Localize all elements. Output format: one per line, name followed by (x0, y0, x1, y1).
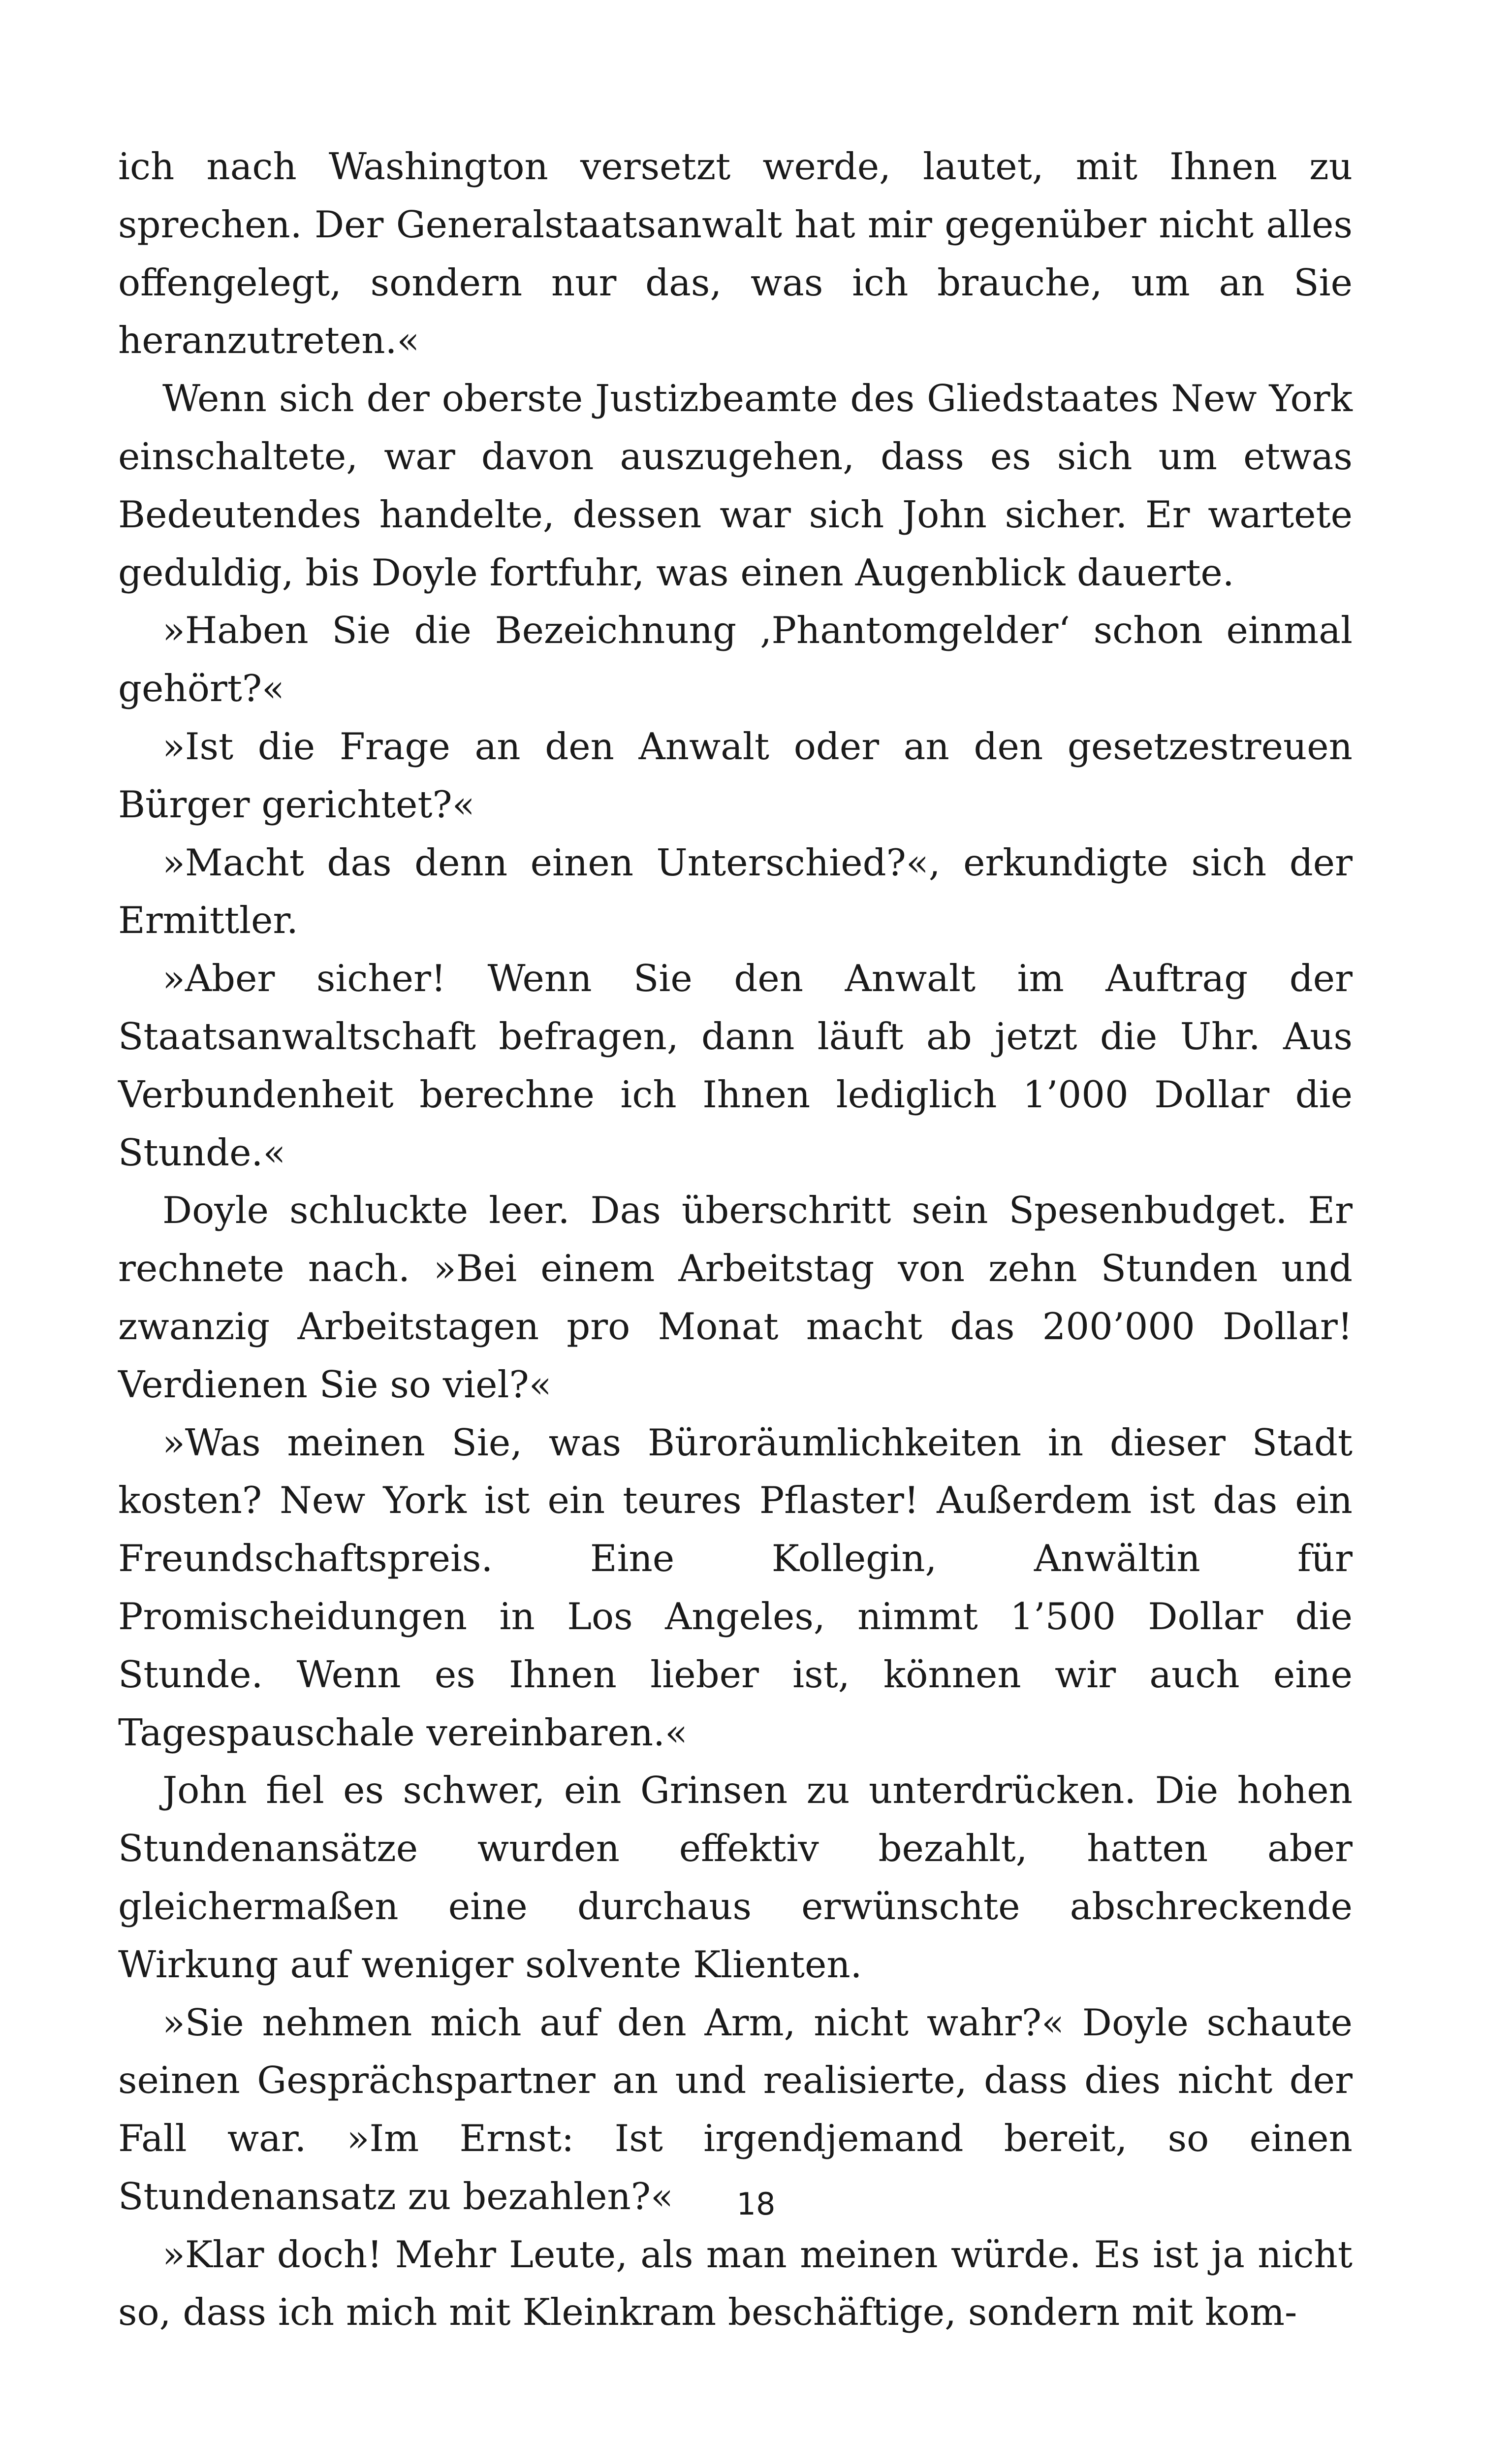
paragraph-2: Wenn sich der oberste Justizbeamte des Gliedstaates New York einschaltete, war davon auszugehen, dass es sich um etwas Bedeutendes handelte, dessen war sich John sicher. Er wartete geduldig, bis Doyle fortfuhr, was einen Augenblick dauerte. (118, 377, 1353, 594)
paragraph-10: »Sie nehmen mich auf den Arm, nicht wahr?« Doyle schaute seinen Gesprächspartner an und realisierte, dass dies nicht der Fall war. »Im Ernst: Ist irgendjemand bereit, so einen Stundenansatz zu bezahlen?« (118, 2000, 1353, 2218)
paragraph-7: Doyle schluckte leer. Das überschritt sein Spesenbudget. Er rechnete nach. »Bei einem Arbeitstag von zehn Stunden und zwanzig Arbeitstagen pro Monat macht das 200’000 Dollar! Verdienen Sie so viel?« (118, 1189, 1353, 1406)
paragraph-3: »Haben Sie die Bezeichnung ‚Phantomgelder‘ schon einmal gehört?« (118, 609, 1353, 710)
paragraph-6: »Aber sicher! Wenn Sie den Anwalt im Auftrag der Staatsanwaltschaft befragen, dann läuft ab jetzt die Uhr. Aus Verbundenheit berechne ich Ihnen lediglich 1’000 Dollar die Stunde.« (118, 957, 1353, 1174)
paragraph-11: »Klar doch! Mehr Leute, als man meinen würde. Es ist ja nicht so, dass ich mich mit Kleinkram beschäftige, sondern mit kom- (118, 2232, 1353, 2334)
book-page-text (118, 138, 1353, 2342)
paragraph-1: ich nach Washington versetzt werde, lautet, mit Ihnen zu sprechen. Der Generalstaatsanwalt hat mir gegenüber nicht alles offengelegt, sondern nur das, was ich brauche, um an Sie heranzutreten.« (118, 145, 1353, 362)
page-number: 18 (736, 2186, 776, 2222)
paragraph-5: »Macht das denn einen Unterschied?«, erkundigte sich der Ermittler. (118, 840, 1353, 942)
paragraph-8: »Was meinen Sie, was Büroräumlichkeiten in dieser Stadt kosten? New York ist ein teures Pflaster! Außerdem ist das ein Freundschaftspreis. Eine Kollegin, Anwältin für Promischeidungen in Los Angeles, nimmt 1’500 Dollar die Stunde. Wenn es Ihnen lieber ist, können wir auch eine Tagespauschale vereinbaren.« (118, 1420, 1353, 1754)
paragraph-9: John fiel es schwer, ein Grinsen zu unterdrücken. Die hohen Stundenansätze wurden effektiv bezahlt, hatten aber gleichermaßen eine durchaus erwünschte abschreckende Wirkung auf weniger solvente Klienten. (118, 1768, 1353, 1986)
paragraph-4: »Ist die Frage an den Anwalt oder an den gesetzestreuen Bürger gerichtet?« (118, 724, 1353, 826)
